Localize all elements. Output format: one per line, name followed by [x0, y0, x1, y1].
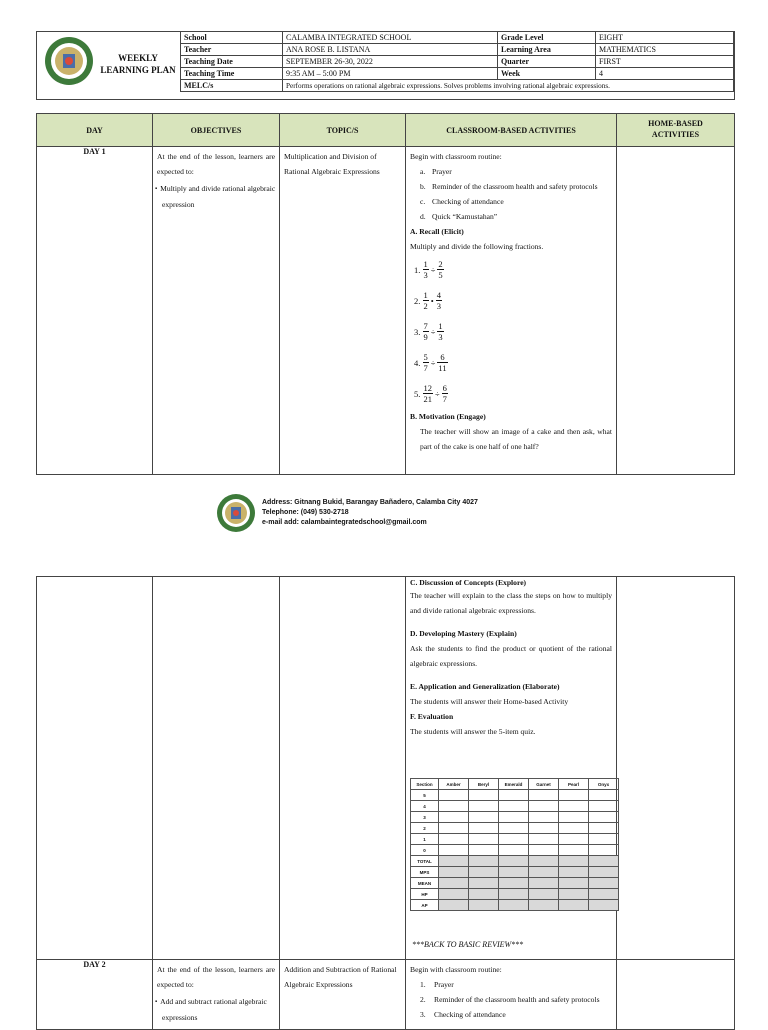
routine-item	[410, 209, 612, 224]
application-text: The students will answer their Home-based Activity	[410, 697, 569, 706]
score-cell	[529, 867, 559, 878]
day1-topic	[280, 147, 406, 475]
score-row-label: 3	[411, 812, 439, 823]
score-cell	[589, 812, 619, 823]
score-header-cell: Amber	[439, 779, 469, 790]
score-cell	[589, 900, 619, 911]
score-cell	[529, 878, 559, 889]
plan-table-page2	[36, 576, 735, 1030]
obj-intro: At the end of the lesson, learners are expected to:	[157, 152, 275, 176]
discussion-text: The teacher will explain to the class the steps on how to multiply and divide rational algebraic expressions.	[410, 591, 612, 615]
info-row	[181, 32, 734, 44]
score-cell	[469, 867, 499, 878]
score-cell	[529, 845, 559, 856]
score-header-cell: Pearl	[559, 779, 589, 790]
melc-label: MELC/s	[181, 80, 283, 92]
obj-item: ▪ Add and subtract rational algebraic expressions	[153, 994, 279, 1025]
back-to-basic-review: ***BACK TO BASIC REVIEW***	[412, 940, 524, 949]
routine-item	[410, 977, 612, 992]
routine-item	[410, 194, 612, 209]
score-row-label: MEAN	[411, 878, 439, 889]
numerator: 4	[436, 290, 441, 300]
score-cell	[529, 790, 559, 801]
discussion-heading: C. Discussion of Concepts (Explore)	[410, 578, 527, 587]
col-topics: TOPIC/S	[280, 114, 406, 147]
score-header-row	[411, 779, 619, 790]
footer-telephone: Telephone: (049) 530-2718	[262, 509, 349, 516]
recall-text: Multiply and divide the following fractions.	[410, 242, 544, 251]
numerator: 2	[438, 259, 443, 269]
score-header-cell: Garnet	[529, 779, 559, 790]
score-cell	[469, 845, 499, 856]
score-header-cell: Beryl	[469, 779, 499, 790]
routine-text: Checking of attendance	[432, 197, 504, 206]
score-cell	[439, 878, 469, 889]
info-key: Teacher	[181, 44, 283, 56]
score-row	[411, 900, 619, 911]
score-cell	[559, 790, 589, 801]
evaluation-text: The students will answer the 5-item quiz.	[410, 727, 536, 736]
info-key: Grade Level	[498, 32, 596, 44]
day2-activities	[406, 960, 617, 1030]
fraction-item	[406, 285, 616, 316]
denominator: 3	[423, 270, 428, 280]
header-info-table	[180, 31, 734, 92]
operator: ÷	[430, 357, 436, 368]
score-cell	[559, 878, 589, 889]
motivation-text: The teacher will show an image of a cake and then ask, what part of the cake is one half of one half?	[420, 427, 612, 451]
routine-item	[410, 1007, 612, 1022]
denominator: 2	[423, 301, 428, 311]
routine-text: Reminder of the classroom health and safety protocols	[434, 995, 600, 1004]
info-key: School	[181, 32, 283, 44]
obj-list	[153, 994, 279, 1025]
routine-item	[410, 992, 612, 1007]
score-row	[411, 878, 619, 889]
routine-marker: 3.	[420, 1010, 426, 1019]
info-key: Quarter	[498, 56, 596, 68]
numerator: 1	[423, 290, 428, 300]
info-value: FIRST	[596, 56, 734, 68]
routine-intro: Begin with classroom routine:	[410, 965, 502, 974]
score-row	[411, 889, 619, 900]
footer-address: Address: Gitnang Bukid, Barangay Bañadero, Calamba City 4027	[262, 499, 478, 506]
routine-text: Prayer	[434, 980, 454, 989]
objectives-cell-empty	[153, 577, 280, 960]
score-cell	[559, 900, 589, 911]
footer-contact	[262, 498, 478, 528]
score-cell	[499, 823, 529, 834]
obj-list	[153, 181, 279, 212]
school-seal-icon	[44, 36, 94, 86]
score-row	[411, 867, 619, 878]
evaluation-heading: F. Evaluation	[410, 712, 454, 721]
obj-intro: At the end of the lesson, learners are expected to:	[157, 965, 275, 989]
routine-marker: c.	[420, 197, 426, 206]
denominator: 3	[436, 301, 441, 311]
score-cell	[529, 889, 559, 900]
score-cell	[529, 834, 559, 845]
col-home	[617, 114, 735, 147]
day1-label: DAY 1	[37, 147, 153, 475]
score-cell	[469, 823, 499, 834]
score-cell	[469, 790, 499, 801]
day2-row	[37, 960, 735, 1030]
routine-text: Reminder of the classroom health and safety protocols	[432, 182, 598, 191]
routine-marker: 2.	[420, 995, 426, 1004]
day2-label: DAY 2	[37, 960, 153, 1030]
score-cell	[499, 900, 529, 911]
score-cell	[469, 856, 499, 867]
numerator: 1	[438, 321, 443, 331]
numerator: 6	[442, 383, 447, 393]
numerator: 5	[423, 352, 428, 362]
fraction-number: 1.	[414, 264, 421, 275]
mastery-text: Ask the students to find the product or quotient of the rational algebraic expressions.	[410, 644, 612, 668]
score-cell	[499, 878, 529, 889]
score-cell	[439, 834, 469, 845]
day1-home-activities	[617, 147, 735, 475]
score-cell	[559, 856, 589, 867]
home-line2: ACTIVITIES	[651, 129, 700, 139]
score-row	[411, 801, 619, 812]
routine-item	[410, 179, 612, 194]
score-header-cell: Onyx	[589, 779, 619, 790]
topic-text: Multiplication and Division of Rational Algebraic Expressions	[284, 152, 380, 176]
day1-continued-row	[37, 577, 735, 960]
info-value: 4	[596, 68, 734, 80]
numerator: 1	[423, 259, 428, 269]
denominator: 21	[423, 394, 432, 404]
score-cell	[499, 801, 529, 812]
fraction	[423, 259, 429, 280]
score-cell	[439, 845, 469, 856]
score-cell	[589, 790, 619, 801]
fraction-list	[406, 254, 616, 409]
info-value: EIGHT	[596, 32, 734, 44]
score-cell	[589, 823, 619, 834]
score-row-label: 5	[411, 790, 439, 801]
score-table-body	[411, 779, 619, 911]
routine-marker: b.	[420, 182, 426, 191]
score-cell	[589, 856, 619, 867]
routine-marker: a.	[420, 167, 426, 176]
fraction-number: 2.	[414, 295, 421, 306]
info-key: Teaching Time	[181, 68, 283, 80]
operator: ÷	[430, 326, 436, 337]
score-row	[411, 834, 619, 845]
day1-row	[37, 147, 735, 475]
score-cell	[499, 856, 529, 867]
score-cell	[589, 834, 619, 845]
routine-text: Checking of attendance	[434, 1010, 506, 1019]
numerator: 12	[423, 383, 432, 393]
score-row-label: 4	[411, 801, 439, 812]
score-cell	[499, 812, 529, 823]
weekly-learning-plan-title	[96, 52, 180, 76]
column-header-row	[37, 114, 735, 147]
denominator: 3	[438, 332, 443, 342]
day2-objectives	[153, 960, 280, 1030]
fraction-number: 4.	[414, 357, 421, 368]
denominator: 9	[423, 332, 428, 342]
info-key: Learning Area	[498, 44, 596, 56]
info-value: SEPTEMBER 26-30, 2022	[283, 56, 498, 68]
routine-marker: 1.	[420, 980, 426, 989]
score-cell	[589, 845, 619, 856]
fraction	[442, 383, 448, 404]
fraction	[437, 259, 443, 280]
footer-seal-icon	[216, 493, 256, 533]
routine-text: Prayer	[432, 167, 452, 176]
score-header-cell: Section	[411, 779, 439, 790]
score-cell	[439, 823, 469, 834]
title-line1: WEEKLY	[118, 53, 158, 63]
score-row	[411, 812, 619, 823]
title-line2: LEARNING PLAN	[100, 65, 176, 75]
fraction-number: 5.	[414, 388, 421, 399]
denominator: 7	[423, 363, 428, 373]
score-cell	[499, 867, 529, 878]
score-cell	[559, 823, 589, 834]
score-cell	[439, 856, 469, 867]
score-row	[411, 823, 619, 834]
score-row-label: MPS	[411, 867, 439, 878]
home-cell-empty	[617, 577, 735, 960]
score-cell	[529, 801, 559, 812]
score-cell	[439, 801, 469, 812]
day1-objectives	[153, 147, 280, 475]
info-key: Week	[498, 68, 596, 80]
denominator: 5	[438, 270, 443, 280]
info-row	[181, 68, 734, 80]
score-cell	[529, 900, 559, 911]
plan-table-page1	[36, 113, 735, 475]
fraction	[423, 383, 434, 404]
obj-item: ▪ Multiply and divide rational algebraic expression	[153, 181, 279, 212]
fraction	[437, 352, 447, 373]
info-value: CALAMBA INTEGRATED SCHOOL	[283, 32, 498, 44]
score-row-label: HP	[411, 889, 439, 900]
score-cell	[559, 845, 589, 856]
fraction	[437, 321, 443, 342]
col-day: DAY	[37, 114, 153, 147]
score-row-label: TOTAL	[411, 856, 439, 867]
fraction-item	[406, 254, 616, 285]
col-objectives: OBJECTIVES	[153, 114, 280, 147]
score-cell	[559, 801, 589, 812]
info-value: MATHEMATICS	[596, 44, 734, 56]
denominator: 7	[442, 394, 447, 404]
score-row-label: 1	[411, 834, 439, 845]
routine-list	[406, 164, 616, 224]
evaluation-score-table	[410, 778, 619, 911]
score-row-label: 2	[411, 823, 439, 834]
score-cell	[499, 790, 529, 801]
info-value: ANA ROSE B. LISTANA	[283, 44, 498, 56]
score-cell	[499, 845, 529, 856]
fraction	[423, 352, 429, 373]
score-row	[411, 845, 619, 856]
fraction	[423, 290, 429, 311]
mastery-heading: D. Developing Mastery (Explain)	[410, 629, 517, 638]
operator: ÷	[430, 264, 436, 275]
info-row	[181, 56, 734, 68]
topic-cell-empty	[280, 577, 406, 960]
score-cell	[439, 867, 469, 878]
numerator: 7	[423, 321, 428, 331]
score-cell	[559, 834, 589, 845]
fraction-number: 3.	[414, 326, 421, 337]
score-cell	[439, 889, 469, 900]
score-cell	[589, 801, 619, 812]
info-key: Teaching Date	[181, 56, 283, 68]
score-cell	[589, 867, 619, 878]
info-row	[181, 44, 734, 56]
fraction	[423, 321, 429, 342]
score-cell	[559, 889, 589, 900]
score-cell	[589, 889, 619, 900]
numerator: 6	[437, 352, 447, 363]
routine-text: Quick “Kamustahan”	[432, 212, 498, 221]
day2-home-activities	[617, 960, 735, 1030]
melc-row	[181, 80, 734, 92]
score-cell	[469, 812, 499, 823]
score-cell	[499, 889, 529, 900]
score-cell	[469, 900, 499, 911]
score-cell	[529, 812, 559, 823]
score-cell	[469, 878, 499, 889]
score-cell	[529, 823, 559, 834]
score-cell	[559, 812, 589, 823]
score-cell	[589, 878, 619, 889]
melc-text: Performs operations on rational algebraic expressions. Solves problems involving rational algebraic expressions.	[283, 80, 734, 92]
operator: ÷	[435, 388, 440, 399]
score-cell	[439, 790, 469, 801]
home-line1: HOME-BASED	[648, 118, 703, 128]
routine-list	[406, 977, 616, 1024]
score-row	[411, 790, 619, 801]
score-row-label: 0	[411, 845, 439, 856]
score-cell	[439, 812, 469, 823]
fraction-item	[406, 378, 616, 409]
score-cell	[439, 900, 469, 911]
fraction-item	[406, 316, 616, 347]
score-cell	[529, 856, 559, 867]
motivation-heading: B. Motivation (Engage)	[410, 412, 486, 421]
fraction-item	[406, 347, 616, 378]
score-cell	[499, 834, 529, 845]
operator: •	[430, 295, 434, 306]
day2-topic	[280, 960, 406, 1030]
denominator: 11	[438, 363, 447, 373]
score-cell	[469, 889, 499, 900]
score-row	[411, 856, 619, 867]
score-cell	[469, 801, 499, 812]
score-row-label: AP	[411, 900, 439, 911]
recall-heading: A. Recall (Elicit)	[410, 227, 464, 236]
application-heading: E. Application and Generalization (Elaborate)	[410, 682, 560, 691]
routine-item	[410, 164, 612, 179]
footer-email: e-mail add: calambaintegratedschool@gmail.com	[262, 519, 427, 526]
score-header-cell: Emerald	[499, 779, 529, 790]
score-cell	[559, 867, 589, 878]
col-classroom: CLASSROOM-BASED ACTIVITIES	[406, 114, 617, 147]
score-cell	[469, 834, 499, 845]
info-value: 9:35 AM – 5:00 PM	[283, 68, 498, 80]
day1-activities	[406, 147, 617, 475]
topic-text: Addition and Subtraction of Rational Algebraic Expressions	[284, 965, 397, 989]
routine-marker: d.	[420, 212, 426, 221]
day-cell-empty	[37, 577, 153, 960]
fraction	[436, 290, 442, 311]
routine-intro: Begin with classroom routine:	[410, 152, 502, 161]
